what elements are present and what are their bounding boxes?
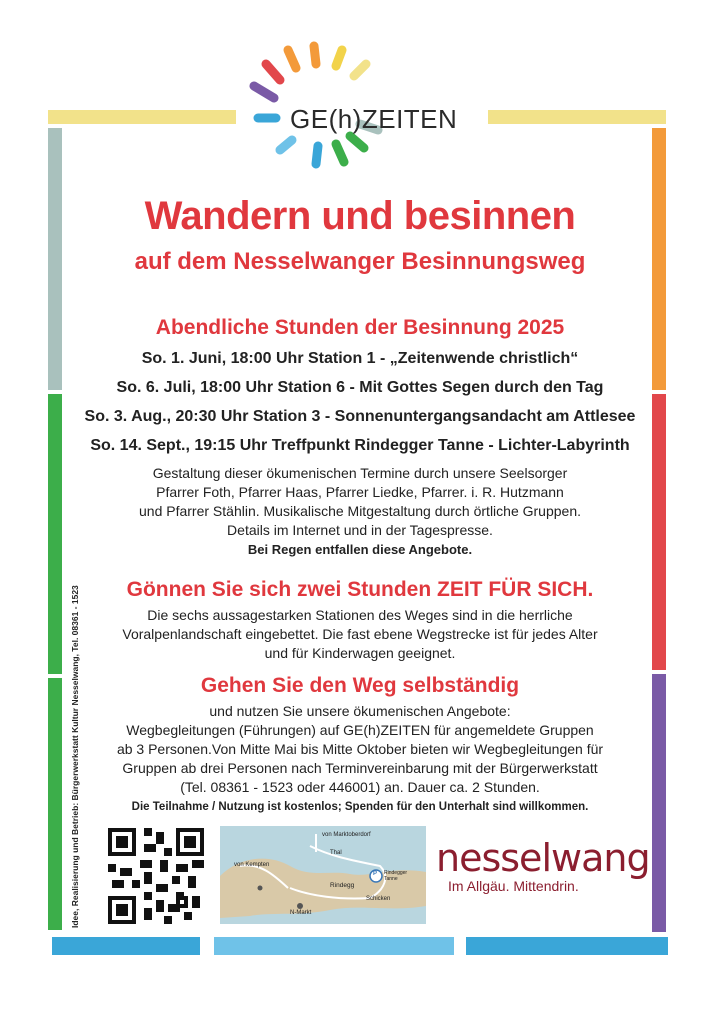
section3-heading: Gehen Sie den Weg selbständig: [200, 674, 520, 697]
map-label-kempten: von Kempten: [234, 862, 270, 868]
section3-text-line: ab 3 Personen.Von Mitte Mai bis Mitte Oktober bieten wir Wegbegleitungen für: [116, 741, 604, 757]
map-label-rindegger-tanne: Rindegger Tanne: [384, 870, 408, 882]
event-item: So. 1. Juni, 18:00 Uhr Station 1 - „Zeitenwende christlich“: [141, 350, 579, 367]
rain-note: Bei Regen entfallen diese Angebote.: [247, 542, 473, 557]
nesselwang-logo[interactable]: [436, 838, 650, 894]
frame-bottom-middle-bar: [214, 937, 454, 955]
section2-text-line: Die sechs aussagestarken Stationen des Weges sind in die herrliche: [147, 607, 573, 623]
section1-text-line: Details im Internet und in der Tagespresse.: [227, 522, 493, 538]
brand-name: nesselwang: [436, 836, 650, 880]
frame-bottom-right-bar: [466, 937, 668, 955]
section1-text-line: Gestaltung dieser ökumenischen Termine durch unsere Seelsorger: [152, 465, 568, 481]
brand-tagline: Im Allgäu. Mittendrin.: [448, 878, 579, 894]
map-label-thal: Thal: [330, 850, 342, 856]
frame-top-right-bar: [488, 110, 666, 124]
section2-text-line: Voralpenlandschaft eingebettet. Die fast ebene Wegstrecke ist für jedes Alter: [122, 626, 598, 642]
section1-text-line: Pfarrer Foth, Pfarrer Haas, Pfarrer Liedke, Pfarrer. i. R. Hutzmann: [156, 484, 564, 500]
route-map[interactable]: [220, 826, 426, 924]
section1-heading: Abendliche Stunden der Besinnung 2025: [155, 316, 565, 339]
section2-text-line: und für Kinderwagen geeignet.: [264, 645, 456, 661]
section3-text-line: Gruppen ab drei Personen nach Terminvereinbarung mit der Bürgerwerkstatt: [122, 760, 598, 776]
event-item: So. 6. Juli, 18:00 Uhr Station 6 - Mit Gottes Segen durch den Tag: [116, 379, 604, 396]
logo-text: GE(h)ZEITEN: [290, 104, 458, 134]
section3-text-line: Wegbegleitungen (Führungen) auf GE(h)ZEITEN für angemeldete Gruppen: [126, 722, 594, 738]
page-subtitle: auf dem Nesselwanger Besinnungsweg: [134, 248, 586, 275]
map-label-rindegg: Rindegg: [330, 882, 355, 889]
page-title: Wandern und besinnen: [144, 194, 576, 238]
side-credit-text: Idee, Realisierung und Betrieb: Bürgerwerkstatt Kultur Nesselwang, Tel. 08361 - 1523: [70, 585, 80, 928]
event-item: So. 14. Sept., 19:15 Uhr Treffpunkt Rindegger Tanne - Lichter-Labyrinth: [90, 437, 630, 454]
map-label-nmarkt: N-Markt: [290, 910, 312, 916]
event-item: So. 3. Aug., 20:30 Uhr Station 3 - Sonnenuntergangsandacht am Attlesee: [84, 408, 636, 425]
map-parking-icon: P: [373, 871, 378, 877]
map-label-marktoberdorf: von Marktoberdorf: [322, 832, 371, 838]
section1-text-line: und Pfarrer Stählin. Musikalische Mitgestaltung durch örtliche Gruppen.: [139, 503, 581, 519]
frame-bottom-left-bar: [52, 937, 200, 955]
section3-text-line: und nutzen Sie unsere ökumenischen Angebote:: [209, 703, 511, 719]
section2-heading: Gönnen Sie sich zwei Stunden ZEIT FÜR SICH.: [126, 578, 594, 601]
map-label-schicken: Schicken: [366, 896, 391, 902]
section3-text-line: (Tel. 08361 - 1523 oder 446001) an. Dauer ca. 2 Stunden.: [180, 779, 540, 795]
qr-code-icon[interactable]: [108, 828, 204, 924]
participation-note: Die Teilnahme / Nutzung ist kostenlos; Spenden für den Unterhalt sind willkommen.: [131, 801, 589, 813]
frame-top-left-bar: [48, 110, 236, 124]
